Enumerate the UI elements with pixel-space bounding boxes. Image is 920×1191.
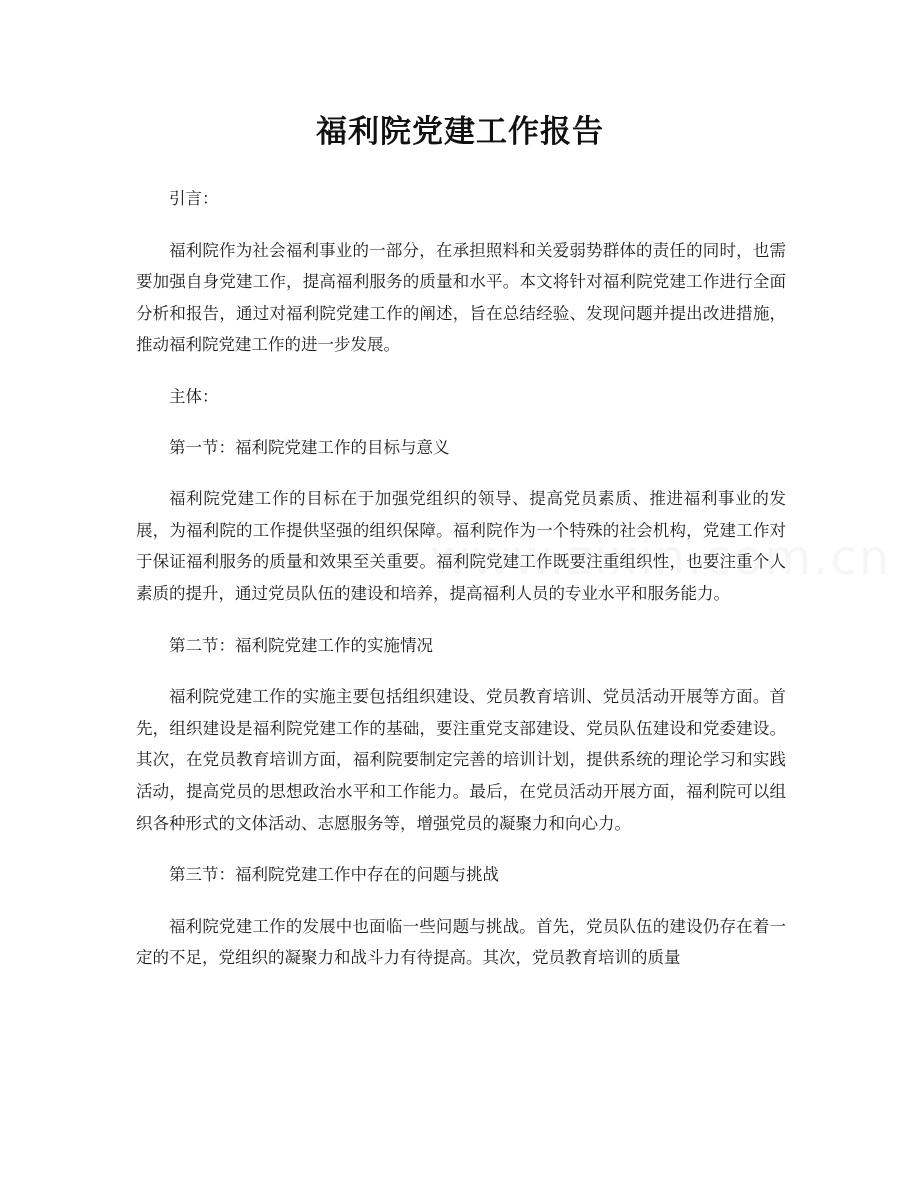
document-body — [136, 183, 786, 974]
document-title: 福利院党建工作报告 — [316, 114, 604, 150]
section-2-paragraph: 福利院党建工作的实施主要包括组织建设、党员教育培训、党员活动开展等方面。首先，组织建设是福利院党建工作的基础，要注重党支部建设、党员队伍建设和党委建设。其次，在党员教育培训方面，福利院要制定完善的培训计划，提供系统的理论学习和实践活动，提高党员的思想政治水平和工作能力。最后，在党员活动开展方面，福利院可以组织各种形式的文体活动、志愿服务等，增强党员的凝聚力和向心力。 — [136, 687, 786, 833]
section-1-paragraph: 福利院党建工作的目标在于加强党组织的领导、提高党员素质、推进福利事业的发展，为福利院的工作提供坚强的组织保障。福利院作为一个特殊的社会机构，党建工作对于保证福利服务的质量和效果至关重要。福利院党建工作既要注重组织性，也要注重个人素质的提升，通过党员队伍的建设和培养，提高福利人员的专业水平和服务能力。 — [136, 489, 786, 603]
body-heading: 主体： — [169, 386, 219, 406]
intro-heading: 引言： — [169, 189, 219, 208]
section-3-paragraph: 福利院党建工作的发展中也面临一些问题与挑战。首先，党员队伍的建设仍存在着一定的不足，党组织的凝聚力和战斗力有待提高。其次，党员教育培训的质量 — [136, 916, 786, 968]
section-1-heading: 第一节：福利院党建工作的目标与意义 — [169, 437, 450, 457]
section-2-heading: 第二节：福利院党建工作的实施情况 — [169, 635, 433, 655]
intro-paragraph: 福利院作为社会福利事业的一部分，在承担照料和关爱弱势群体的责任的同时，也需要加强自身党建工作，提高福利服务的质量和水平。本文将针对福利院党建工作进行全面分析和报告，通过对福利院党建工作的阐述，旨在总结经验、发现问题并提出改进措施，推动福利院党建工作的进一步发展。 — [136, 240, 786, 355]
section-3-heading: 第三节：福利院党建工作中存在的问题与挑战 — [169, 865, 499, 885]
